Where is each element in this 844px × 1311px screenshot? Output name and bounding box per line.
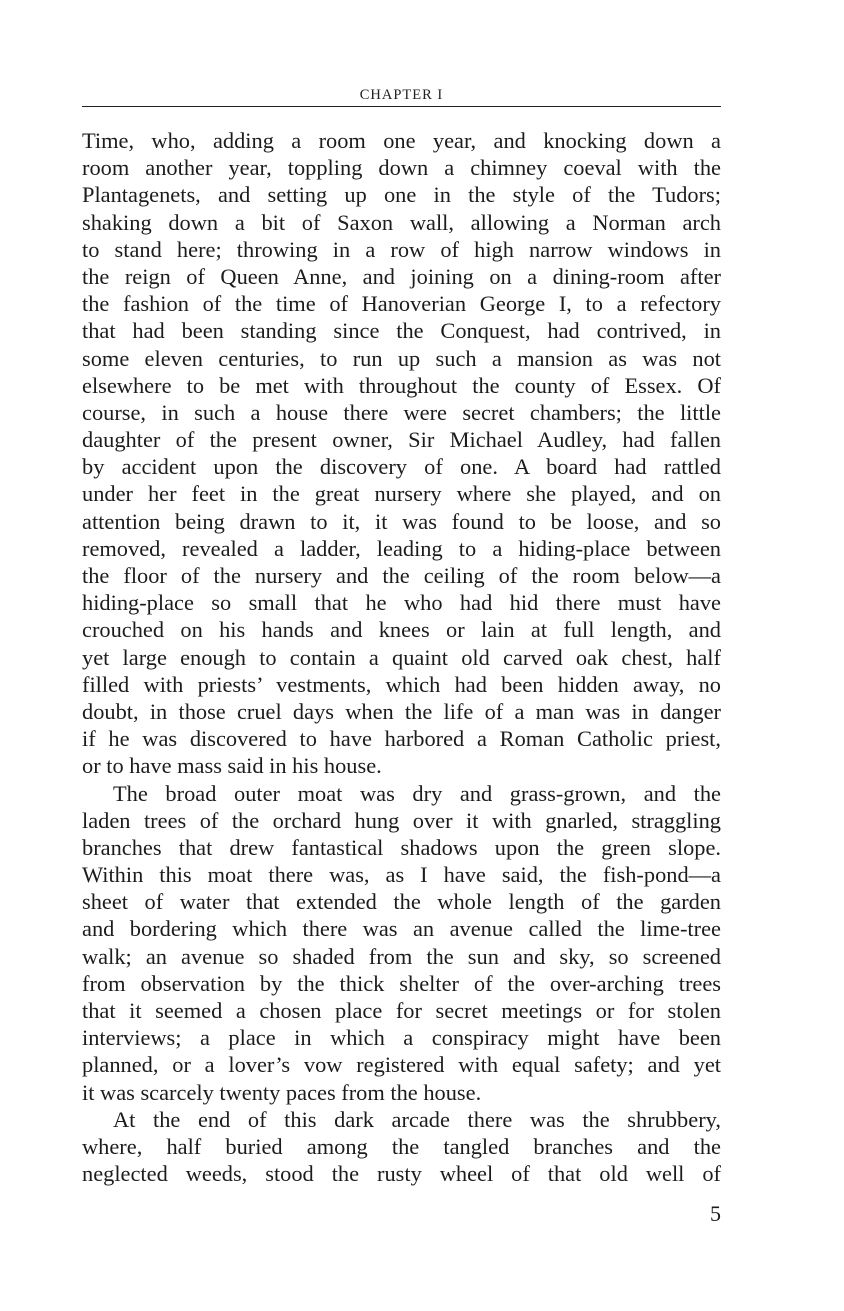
text-line: and bordering which there was an avenue called the lime-tree (82, 916, 721, 942)
text-line: Plantagenets, and setting up one in the style of the Tudors; (82, 182, 721, 208)
body-text (82, 127, 721, 1187)
text-line: attention being drawn to it, it was found to be loose, and so (82, 508, 721, 534)
text-line: shaking down a bit of Saxon wall, allowing a Norman arch (82, 209, 721, 235)
text-line: that it seemed a chosen place for secret meetings or for stolen (82, 998, 721, 1023)
text-line: At the end of this dark arcade there was the shrubbery, (113, 1106, 721, 1132)
text-line: sheet of water that extended the whole length of the garden (82, 889, 721, 915)
text-line: or to have mass said in his house. (82, 753, 382, 779)
text-line: filled with priests’ vestments, which had been hidden away, no (82, 671, 721, 697)
text-line: laden trees of the orchard hung over it with gnarled, straggling (82, 807, 721, 833)
page-number: 5 (710, 1201, 721, 1226)
text-line: yet large enough to contain a quaint old carved oak chest, half (82, 644, 721, 670)
text-line: planned, or a lover’s vow registered with equal safety; and yet (82, 1052, 721, 1078)
running-head: CHAPTER I (359, 87, 444, 103)
paragraph (82, 127, 721, 780)
header-rule (82, 106, 721, 107)
text-line: Time, who, adding a room one year, and knocking down a (82, 128, 721, 153)
text-line: The broad outer moat was dry and grass-grown, and the (113, 780, 721, 806)
text-line: elsewhere to be met with throughout the county of Essex. Of (82, 372, 721, 398)
text-line: the fashion of the time of Hanoverian George I, to a refectory (82, 291, 721, 317)
text-line: Within this moat there was, as I have said, the fish-pond—a (82, 862, 721, 888)
text-line: from observation by the thick shelter of the over-arching trees (82, 970, 721, 996)
text-line: room another year, toppling down a chimney coeval with the (82, 155, 721, 181)
text-line: walk; an avenue so shaded from the sun and sky, so screened (82, 943, 721, 969)
paragraph (82, 780, 721, 1106)
text-line: daughter of the present owner, Sir Michael Audley, had fallen (82, 427, 721, 453)
text-line: under her feet in the great nursery where she played, and on (82, 481, 721, 507)
text-line: to stand here; throwing in a row of high narrow windows in (82, 236, 721, 262)
text-line: by accident upon the discovery of one. A board had rattled (82, 454, 721, 480)
text-line: doubt, in those cruel days when the life of a man was in danger (82, 698, 721, 724)
paragraph (82, 1106, 721, 1188)
text-line: interviews; a place in which a conspiracy might have been (82, 1025, 721, 1051)
text-line: hiding-place so small that he who had hid there must have (82, 590, 721, 616)
text-line: neglected weeds, stood the rusty wheel of that old well of (82, 1161, 721, 1187)
text-line: branches that drew fantastical shadows upon the green slope. (82, 834, 721, 860)
text-line: the reign of Queen Anne, and joining on a dining-room after (82, 263, 721, 289)
text-line: the floor of the nursery and the ceiling of the room below—a (82, 563, 721, 588)
text-line: crouched on his hands and knees or lain at full length, and (82, 617, 721, 643)
text-line: removed, revealed a ladder, leading to a hiding-place between (82, 535, 721, 561)
text-line: that had been standing since the Conquest, had contrived, in (82, 318, 721, 344)
text-line: some eleven centuries, to run up such a mansion as was not (82, 345, 721, 371)
text-line: course, in such a house there were secret chambers; the little (82, 399, 721, 425)
text-line: if he was discovered to have harbored a Roman Catholic priest, (82, 726, 721, 752)
text-line: it was scarcely twenty paces from the house. (82, 1079, 482, 1105)
text-line: where, half buried among the tangled branches and the (82, 1133, 721, 1159)
